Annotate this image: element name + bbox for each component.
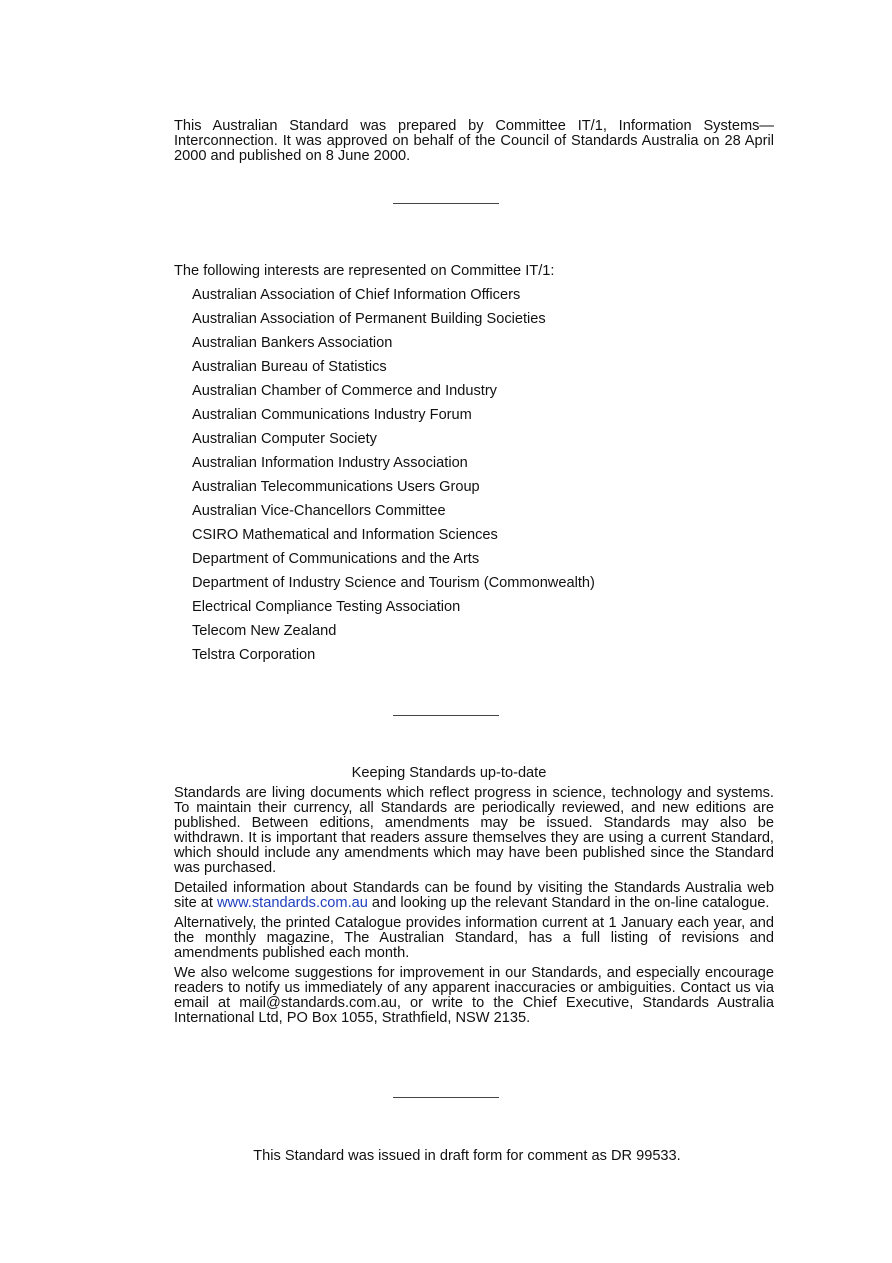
list-item: Electrical Compliance Testing Association xyxy=(192,599,461,615)
committee-section xyxy=(174,263,774,671)
list-item: Telstra Corporation xyxy=(192,647,316,663)
list-item: Australian Communications Industry Forum xyxy=(192,407,472,423)
paragraph-text: and looking up the relevant Standard in the on-line catalogue. xyxy=(367,895,770,911)
list-item: Department of Industry Science and Tourism (Commonwealth) xyxy=(192,575,595,591)
list-item: Department of Communications and the Arts xyxy=(192,551,480,567)
committee-lead: The following interests are represented on Committee IT/1: xyxy=(174,263,555,279)
list-item: Australian Association of Permanent Building Societies xyxy=(192,311,546,327)
paragraph-catalogue xyxy=(174,916,774,961)
paragraph-suggestions: We also welcome suggestions for improvement in our Standards, and especially encourage readers to notify us immediately of any apparent inaccuracies or ambiguities. Contact us via email at mail@standards.com.au, or write to the Chief Executive, Standards Australia International Ltd, PO Box 1055, Strathfield, NSW 2135. xyxy=(174,965,774,1026)
list-item: Australian Computer Society xyxy=(192,431,377,447)
standards-website-link[interactable]: www.standards.com.au xyxy=(217,895,368,911)
committee-member-list xyxy=(174,287,774,671)
list-item: Australian Chamber of Commerce and Industry xyxy=(192,383,497,399)
section-divider xyxy=(393,203,499,204)
paragraph-text: Alternatively, the printed Catalogue provides information current at 1 January each year, and the monthly magazine, xyxy=(174,915,774,946)
list-item: CSIRO Mathematical and Information Sciences xyxy=(192,527,498,543)
paragraph-text: , has a full listing of revisions and amendments published each month. xyxy=(174,930,774,961)
list-item: Australian Bureau of Statistics xyxy=(192,359,387,375)
paragraph-web-site xyxy=(174,881,774,911)
paragraph-text: Detailed information about Standards can be found by visiting the Standards Australia web site at xyxy=(174,880,774,911)
section-divider xyxy=(393,715,499,716)
approval-statement: This Australian Standard was prepared by Committee IT/1, Information Systems—Interconnection. It was approved on behalf of the Council of Standards Australia on 28 April 2000 and published on 8 June 2000. xyxy=(174,118,774,164)
list-item: Australian Telecommunications Users Group xyxy=(192,479,480,495)
section-heading: Keeping Standards up-to-date xyxy=(351,765,547,781)
list-item: Australian Information Industry Association xyxy=(192,455,468,471)
list-item: Telecom New Zealand xyxy=(192,623,337,639)
section-divider xyxy=(393,1097,499,1098)
list-item: Australian Vice-Chancellors Committee xyxy=(192,503,446,519)
paragraph-living-documents: Standards are living documents which reflect progress in science, technology and systems. To maintain their currency, all Standards are periodically reviewed, and new editions are published. Between editions, amendments may be issued. Standards may also be withdrawn. It is important that readers assure themselves they are using a current Standard, which should include any amendments which may have been published since the Standard was purchased. xyxy=(174,785,774,876)
list-item: Australian Association of Chief Information Officers xyxy=(192,287,521,303)
magazine-title: The Australian Standard xyxy=(344,930,514,946)
keeping-up-to-date-section xyxy=(174,765,774,1031)
draft-notice: This Standard was issued in draft form for comment as DR 99533. xyxy=(253,1148,681,1164)
list-item: Australian Bankers Association xyxy=(192,335,393,351)
